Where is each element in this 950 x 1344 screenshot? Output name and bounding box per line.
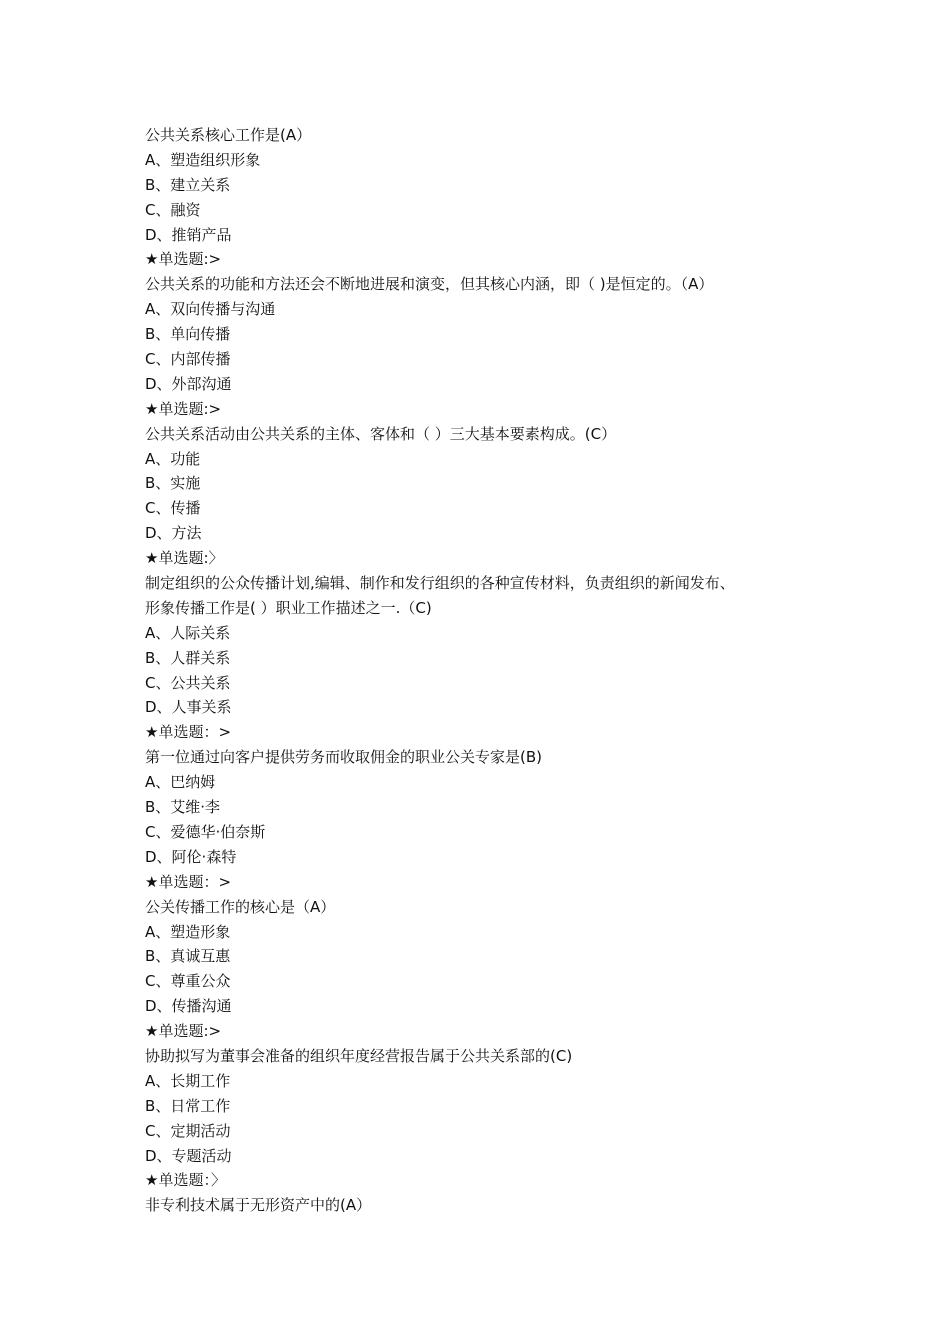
answer-option: C、爱德华·伯奈斯 <box>145 822 266 841</box>
question-list <box>145 123 825 1218</box>
question-type-label: ★单选题：〉 <box>145 1171 226 1190</box>
question-text: 制定组织的公众传播计划,编辑、制作和发行组织的各种宣传材料，负责组织的新闻发布、 <box>145 574 735 593</box>
question-text: 协助拟写为董事会准备的组织年度经营报告属于公共关系部的(C) <box>145 1046 573 1065</box>
question-type-label: ★单选题：> <box>145 872 232 891</box>
answer-option: D、人事关系 <box>145 698 232 717</box>
answer-option: C、定期活动 <box>145 1121 231 1140</box>
answer-option: B、真诚互惠 <box>145 947 231 966</box>
question-type-label: ★单选题:> <box>145 1022 222 1041</box>
answer-option: A、塑造组织形象 <box>145 150 261 169</box>
answer-option: B、实施 <box>145 474 201 493</box>
question-type-label: ★单选题:> <box>145 250 222 269</box>
answer-option: D、方法 <box>145 524 202 543</box>
question-type-label: ★单选题:〉 <box>145 549 224 568</box>
answer-option: C、融资 <box>145 200 201 219</box>
answer-option: B、日常工作 <box>145 1096 231 1115</box>
answer-option: B、艾维·李 <box>145 798 221 817</box>
answer-option: D、外部沟通 <box>145 374 232 393</box>
question-type-label: ★单选题：> <box>145 723 232 742</box>
answer-option: D、专题活动 <box>145 1146 232 1165</box>
answer-option: B、建立关系 <box>145 175 231 194</box>
question-text: 第一位通过向客户提供劳务而收取佣金的职业公关专家是(B) <box>145 748 542 767</box>
question-text: 公共关系核心工作是(A） <box>145 126 312 144</box>
answer-option: A、双向传播与沟通 <box>145 300 276 319</box>
answer-option: A、功能 <box>145 449 201 468</box>
question-text: 公关传播工作的核心是（A） <box>145 897 336 916</box>
answer-option: D、阿伦·森特 <box>145 847 237 866</box>
answer-option: C、公共关系 <box>145 673 231 692</box>
question-text: 非专利技术属于无形资产中的(A） <box>145 1196 372 1215</box>
answer-option: C、传播 <box>145 499 201 518</box>
question-type-label: ★单选题:> <box>145 399 222 418</box>
answer-option: C、内部传播 <box>145 350 231 369</box>
question-text: 形象传播工作是( ）职业工作描述之一.（C) <box>145 598 432 617</box>
question-text: 公共关系活动由公共关系的主体、客体和（ ）三大基本要素构成。(C） <box>145 424 617 443</box>
answer-option: B、人群关系 <box>145 648 231 667</box>
question-text: 公共关系的功能和方法还会不断地进展和演变，但其核心内涵，即（ )是恒定的。（A） <box>145 275 714 294</box>
answer-option: A、长期工作 <box>145 1071 231 1090</box>
answer-option: C、尊重公众 <box>145 972 231 991</box>
answer-option: D、推销产品 <box>145 225 232 244</box>
answer-option: A、人际关系 <box>145 623 231 642</box>
answer-option: D、传播沟通 <box>145 997 232 1016</box>
answer-option: B、单向传播 <box>145 325 231 344</box>
answer-option: A、塑造形象 <box>145 922 231 941</box>
answer-option: A、巴纳姆 <box>145 773 216 792</box>
